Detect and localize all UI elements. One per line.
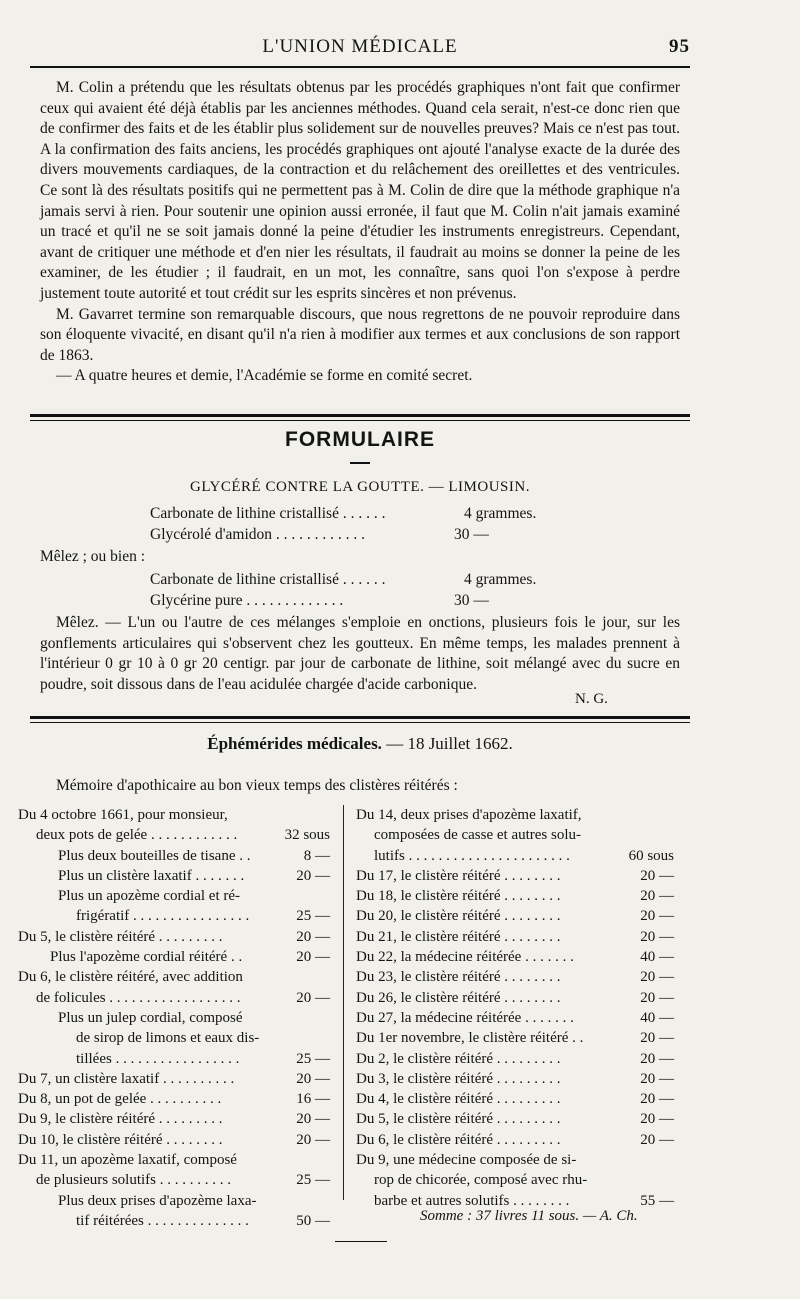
ledger-entry: rop de chicorée, composé avec rhu- <box>374 1172 588 1189</box>
recipe1-item-1: Carbonate de lithine cristallisé . . . . . . <box>150 505 386 522</box>
ledger-row <box>18 1170 330 1190</box>
ledger-entry: Du 22, la médecine réitérée . . . . . . . <box>356 949 574 966</box>
ledger-amount: 20 — <box>640 1131 674 1148</box>
ledger-amount: 20 — <box>296 928 330 945</box>
ledger-row <box>18 846 330 866</box>
ledger-amount: 20 — <box>640 1030 674 1047</box>
ledger-amount: 55 — <box>640 1192 674 1209</box>
ledger-row <box>18 805 330 825</box>
ledger-row <box>18 825 330 845</box>
ledger-amount: 25 — <box>296 1050 330 1067</box>
recipe1-qty-2: 30 — <box>454 526 489 543</box>
ledger-entry: tif réitérées . . . . . . . . . . . . . . <box>76 1212 249 1229</box>
ledger-entry: Du 21, le clistère réitéré . . . . . . . . <box>356 928 561 945</box>
ledger-row <box>18 1130 330 1150</box>
formulaire-subheading: GLYCÉRÉ CONTRE LA GOUTTE. — LIMOUSIN. <box>190 479 530 495</box>
ledger-entry: Plus un julep cordial, composé <box>58 1009 243 1026</box>
ledger-row <box>356 1089 674 1109</box>
ledger-amount: 20 — <box>640 928 674 945</box>
ledger-amount: 40 — <box>640 949 674 966</box>
ledger-amount: 20 — <box>640 1111 674 1128</box>
recipe2-item-1: Carbonate de lithine cristallisé . . . . . . <box>150 571 386 588</box>
ledger-row <box>18 886 330 906</box>
ledger-row <box>356 1069 674 1089</box>
ledger-amount: 32 sous <box>284 827 330 844</box>
ledger-entry: Du 23, le clistère réitéré . . . . . . . . <box>356 969 561 986</box>
recipe-instructions: Mêlez. — L'un ou l'autre de ces mélanges s'emploie en onctions, plusieurs fois le jour, sur les gonflements articulaires qui s'observent chez les goutteux. En même temps, les malades prennent à l'intérieur 0 gr 10 à 0 gr 20 centigr. par jour de carbonate de lithine, soit mélangé avec du sucre en poudre, soit dissous dans de l'eau acidulée chargée d'acide carbonique. <box>40 614 680 693</box>
ephemerides-date: — 18 Juillet 1662. <box>381 734 513 753</box>
ledger-amount: 20 — <box>640 969 674 986</box>
ledger-entry: composées de casse et autres solu- <box>374 827 582 844</box>
ledger-row <box>356 866 674 886</box>
ledger-entry: Plus deux bouteilles de tisane . . <box>58 847 251 864</box>
ledger-row <box>356 825 674 845</box>
heading-dash <box>350 462 370 464</box>
ledger-row <box>356 1150 674 1170</box>
ledger-entry: de folicules . . . . . . . . . . . . . . . . . . <box>36 989 241 1006</box>
ledger-entry: Du 5, le clistère réitéré . . . . . . . . . <box>356 1111 561 1128</box>
ledger-amount: 20 — <box>640 908 674 925</box>
ledger-amount: 40 — <box>640 1009 674 1026</box>
recipe-instructions-block <box>40 613 680 695</box>
ledger-row <box>356 1049 674 1069</box>
ledger-row <box>18 927 330 947</box>
ledger-entry: Du 3, le clistère réitéré . . . . . . . . . <box>356 1070 561 1087</box>
ledger-entry: Plus un clistère laxatif . . . . . . . <box>58 867 245 884</box>
ledger-entry: Du 6, le clistère réitéré . . . . . . . . . <box>356 1131 561 1148</box>
ledger-amount: 20 — <box>296 867 330 884</box>
recipe2-qty-2: 30 — <box>454 592 489 609</box>
page-number: 95 <box>669 36 690 57</box>
ledger-entry: Du 14, deux prises d'apozème laxatif, <box>356 807 582 823</box>
recipe2-item-2: Glycérine pure . . . . . . . . . . . . . <box>150 592 344 609</box>
ephemerides-title-bold: Éphémérides médicales. <box>207 734 382 753</box>
ledger-row <box>18 1211 330 1231</box>
ledger-amount: 16 — <box>296 1091 330 1108</box>
ledger-entry: Du 4, le clistère réitéré . . . . . . . . . <box>356 1091 561 1108</box>
section-rule <box>30 414 690 421</box>
ledger-row <box>356 846 674 866</box>
ledger-entry: de sirop de limons et eaux dis- <box>76 1030 260 1047</box>
formulaire-heading: FORMULAIRE <box>285 428 435 451</box>
ledger-amount: 50 — <box>296 1212 330 1229</box>
ledger-row <box>18 1049 330 1069</box>
ledger-entry: Du 11, un apozème laxatif, composé <box>18 1152 237 1169</box>
paragraph-comite: — A quatre heures et demie, l'Académie se forme en comité secret. <box>56 367 473 385</box>
ledger-entry: deux pots de gelée . . . . . . . . . . . . <box>36 827 238 844</box>
ledger-entry: Du 7, un clistère laxatif . . . . . . . . . . <box>18 1070 235 1087</box>
ledger-amount: 20 — <box>640 1091 674 1108</box>
ledger-entry: Du 18, le clistère réitéré . . . . . . . . <box>356 888 561 905</box>
ledger-amount: 20 — <box>640 888 674 905</box>
ledger-entry: frigératif . . . . . . . . . . . . . . . . <box>76 908 250 925</box>
paragraph-colin: M. Colin a prétendu que les résultats obtenus par les procédés graphiques n'ont fait que confirmer ceux qui avaient été déjà établis par les anciennes méthodes. Quand cela serait, n'est-ce donc rien que de confirmer des faits et de les établir plus solidement sur de nouvelles preuves? Mais ce n'est pas tout. A la confirmation des faits anciens, les procédés graphiques ont ajouté l'analyse exacte de la durée des divers mouvements cardiaques, de la contraction et du relâchement des oreillettes et des ventricules. Ce sont là des résultats positifs qui ne permettent pas à M. Colin de dire que la méthode graphique n'a jamais servi à rien. Pour soutenir une opinion aussi erronée, il faut que M. Colin n'ait jamais examiné un tracé et qu'il ne se soit jamais donné la peine d'étudier les instruments enregistreurs. Cependant, avant de critiquer une méthode et d'en nier les résultats, il faudrait au moins se donner la peine de les examiner, de les étudier ; il faudrait, en un mot, les connaître, sans quoi l'on s'expose à perdre justement toute autorité et tout crédit sur les esprits sincères et non prévenus. <box>40 79 680 302</box>
recipe1-qty-1: 4 grammes. <box>464 505 537 522</box>
ledger-row <box>18 1109 330 1129</box>
ledger-amount: 20 — <box>296 989 330 1006</box>
ledger-amount: 25 — <box>296 908 330 925</box>
ledger-entry: Du 4 octobre 1661, pour monsieur, <box>18 807 228 823</box>
section-rule-2 <box>30 716 690 723</box>
ledger-amount: 20 — <box>640 989 674 1006</box>
ledger-row <box>18 1191 330 1211</box>
ledger-entry: Du 9, une médecine composée de si- <box>356 1152 577 1169</box>
ledger-row <box>356 906 674 926</box>
header-rule <box>30 66 690 68</box>
ledger-amount: 20 — <box>296 1131 330 1148</box>
ledger-row <box>356 967 674 987</box>
ledger-entry: Plus deux prises d'apozème laxa- <box>58 1192 257 1209</box>
recipe1-item-2: Glycérolé d'amidon . . . . . . . . . . . . <box>150 526 366 543</box>
ledger-entry: Du 10, le clistère réitéré . . . . . . . . <box>18 1131 223 1148</box>
ledger-row <box>18 967 330 987</box>
ledger-row <box>356 1109 674 1129</box>
column-divider <box>343 805 344 1200</box>
ledger-row <box>18 1028 330 1048</box>
ledger-amount: 60 sous <box>628 847 674 864</box>
ledger-row <box>356 988 674 1008</box>
ephemerides-subtitle-block <box>40 776 680 797</box>
ledger-amount: 25 — <box>296 1172 330 1189</box>
paragraph-gavarret: M. Gavarret termine son remarquable discours, que nous regrettons de ne pouvoir reproduire dans son éloquente vivacité, en disant qu'il n'a rien à modifier aux termes et aux conclusions de son rapport de 1863. <box>40 305 680 364</box>
ledger-entry: Du 9, le clistère réitéré . . . . . . . . . <box>18 1111 223 1128</box>
ledger-row <box>356 927 674 947</box>
ledger-entry: barbe et autres solutifs . . . . . . . . <box>374 1192 570 1209</box>
ledger-row <box>356 947 674 967</box>
ledger-amount: 20 — <box>640 1070 674 1087</box>
ledger-row <box>18 1089 330 1109</box>
recipe <box>40 505 680 609</box>
ledger-entry: Du 8, un pot de gelée . . . . . . . . . . <box>18 1091 222 1108</box>
ledger-row <box>18 988 330 1008</box>
ledger-row <box>18 1008 330 1028</box>
ledger-row <box>356 886 674 906</box>
footer-rule <box>335 1241 387 1242</box>
journal-title: L'UNION MÉDICALE <box>262 36 458 57</box>
ledger-entry: lutifs . . . . . . . . . . . . . . . . . . . . . . <box>374 847 570 864</box>
ledger-left-column <box>18 805 330 1231</box>
ledger-amount: 20 — <box>296 1070 330 1087</box>
ledger-entry: Du 5, le clistère réitéré . . . . . . . . . <box>18 928 223 945</box>
ledger-amount: 20 — <box>640 1050 674 1067</box>
ledger-entry: Du 6, le clistère réitéré, avec addition <box>18 969 243 986</box>
ledger-entry: Du 17, le clistère réitéré . . . . . . . . <box>356 867 561 884</box>
recipe-or: Mêlez ; ou bien : <box>40 548 146 565</box>
ledger-entry: Du 27, la médecine réitérée . . . . . . . <box>356 1009 574 1026</box>
ledger-total: Somme : 37 livres 11 sous. — A. Ch. <box>420 1208 638 1224</box>
ephemerides-subtitle: Mémoire d'apothicaire au bon vieux temps des clistères réitérés : <box>56 777 458 794</box>
running-header <box>30 30 690 60</box>
ledger-amount: 8 — <box>303 847 330 864</box>
ledger-row <box>356 1028 674 1048</box>
ledger-amount: 20 — <box>640 867 674 884</box>
ledger-row <box>18 947 330 967</box>
ledger-entry: Du 26, le clistère réitéré . . . . . . . . <box>356 989 561 1006</box>
ledger-amount: 20 — <box>296 1111 330 1128</box>
recipe2-qty-1: 4 grammes. <box>464 571 537 588</box>
ledger-entry: Plus un apozème cordial et ré- <box>58 888 241 905</box>
ledger-entry: Du 2, le clistère réitéré . . . . . . . . . <box>356 1050 561 1067</box>
ledger-row <box>18 1150 330 1170</box>
formulaire-signature: N. G. <box>575 691 608 707</box>
ledger-entry: de plusieurs solutifs . . . . . . . . . . <box>36 1172 231 1189</box>
ledger-right-column <box>356 805 674 1211</box>
ledger-row <box>356 1130 674 1150</box>
ledger-row <box>18 906 330 926</box>
ledger-row <box>18 1069 330 1089</box>
article-text <box>40 78 680 387</box>
ledger-amount: 20 — <box>296 949 330 966</box>
ledger-entry: tillées . . . . . . . . . . . . . . . . . <box>76 1050 240 1067</box>
ledger-row <box>356 1170 674 1190</box>
ledger-row <box>18 866 330 886</box>
ledger-entry: Plus l'apozème cordial réitéré . . <box>50 949 243 966</box>
ledger-row <box>356 805 674 825</box>
ephemerides-title <box>40 734 680 754</box>
ledger-row <box>356 1008 674 1028</box>
ledger-entry: Du 1er novembre, le clistère réitéré . . <box>356 1030 584 1047</box>
ledger-entry: Du 20, le clistère réitéré . . . . . . . . <box>356 908 561 925</box>
